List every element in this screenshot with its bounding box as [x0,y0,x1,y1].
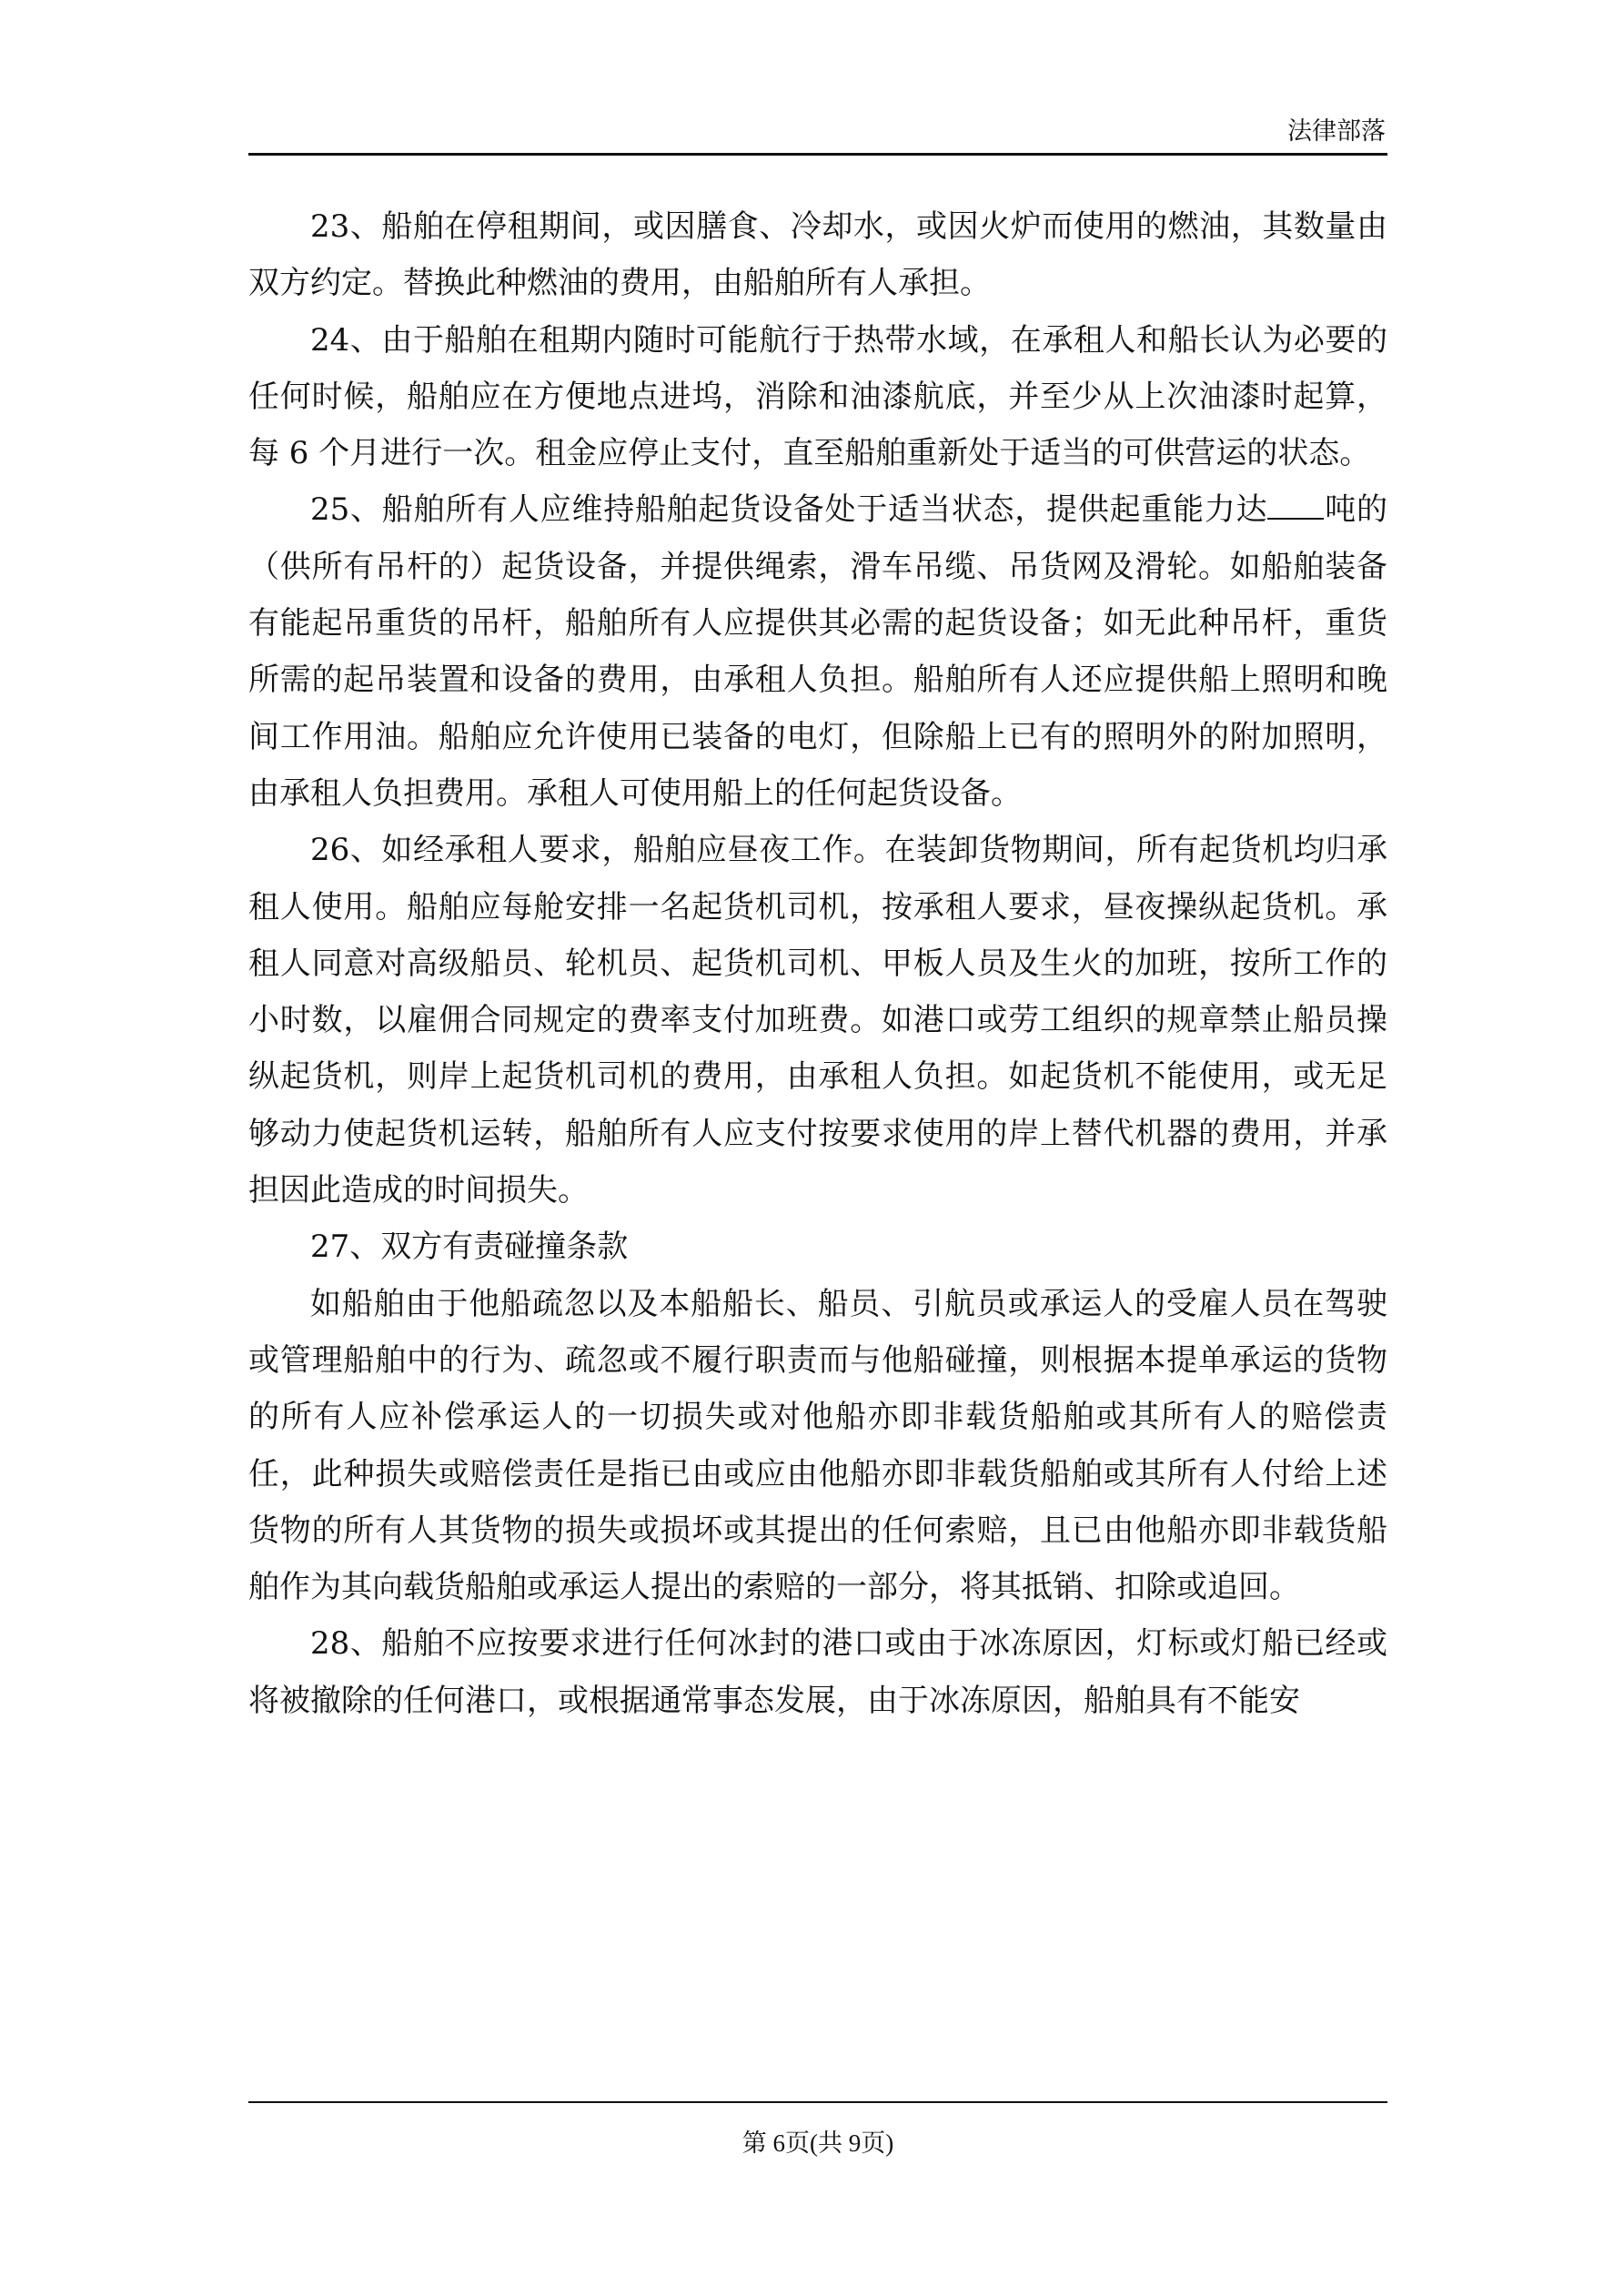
paragraph-27-heading: 27、双方有责碰撞条款 [310,1229,629,1266]
page-number: 第 6页(共 9页) [741,2129,894,2157]
body-text [248,198,1387,1729]
header-label: 法律部落 [1287,117,1386,146]
paragraph-23: 23、船舶在停租期间，或因膳食、冷却水，或因火炉而使用的燃油，其数量由双方约定。替换此种燃油的费用，由船舶所有人承担。 [248,208,1387,302]
footer-rule [248,2101,1387,2103]
paragraph-27-body: 如船舶由于他船疏忽以及本船船长、船员、引航员或承运人的受雇人员在驾驶或管理船舶中的行为、疏忽或不履行职责而与他船碰撞，则根据本提单承运的货物的所有人应补偿承运人的一切损失或对他船亦即非载货船舶或其所有人的赔偿责任，此种损失或赔偿责任是指已由或应由他船亦即非载货船舶或其所有人付给上述货物的所有人其货物的损失或损坏或其提出的任何索赔，且已由他船亦即非载货船舶作为其向载货船舶或承运人提出的索赔的一部分，将其抵销、扣除或追回。 [248,1285,1387,1606]
header-rule [248,153,1387,156]
paragraph-25-after-blank: 吨的（供所有吊杆的）起货设备，并提供绳索，滑车吊缆、吊货网及滑轮。如船舶装备有能起吊重货的吊杆，船舶所有人应提供其必需的起货设备；如无此种吊杆，重货所需的起吊装置和设备的费用，由承租人负担。船舶所有人还应提供船上照明和晚间工作用油。船舶应允许使用已装备的电灯，但除船上已有的照明外的附加照明，由承租人负担费用。承租人可使用船上的任何起货设备。 [248,491,1387,812]
paragraph-25 [248,481,1387,822]
paragraph-28: 28、船舶不应按要求进行任何冰封的港口或由于冰冻原因，灯标或灯船已经或将被撤除的任何港口，或根据通常事态发展，由于冰冻原因，船舶具有不能安 [248,1625,1387,1719]
paragraph-25-before-blank: 25、船舶所有人应维持船舶起货设备处于适当状态，提供起重能力达 [310,491,1268,529]
paragraph-26: 26、如经承租人要求，船舶应昼夜工作。在装卸货物期间，所有起货机均归承租人使用。船舶应每舱安排一名起货机司机，按承租人要求，昼夜操纵起货机。承租人同意对高级船员、轮机员、起货机司机、甲板人员及生火的加班，按所工作的小时数，以雇佣合同规定的费率支付加班费。如港口或劳工组织的规章禁止船员操纵起货机，则岸上起货机司机的费用，由承租人负担。如起货机不能使用，或无足够动力使起货机运转，船舶所有人应支付按要求使用的岸上替代机器的费用，并承担因此造成的时间损失。 [248,832,1387,1209]
fill-in-blank [1267,492,1324,520]
paragraph-24: 24、由于船舶在租期内随时可能航行于热带水域，在承租人和船长认为必要的任何时候，船舶应在方便地点进坞，消除和油漆航底，并至少从上次油漆时起算，每 6 个月进行一次。租金应停止支付，直至船舶重新处于适当的可供营运的状态。 [248,321,1387,472]
